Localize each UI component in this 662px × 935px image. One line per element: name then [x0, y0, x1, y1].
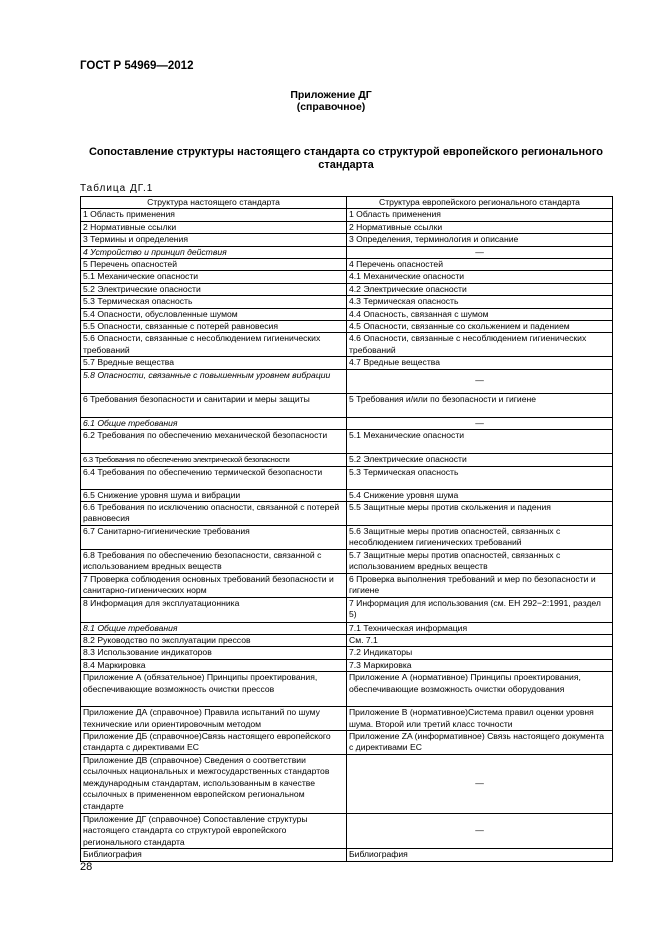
national-structure-cell: 5.5 Опасности, связанные с потерей равновесия	[81, 321, 347, 333]
document-title: Сопоставление структуры настоящего стандарта со структурой европейского регионального стандарта	[88, 146, 604, 171]
national-structure-cell: 5.7 Вредные вещества	[81, 357, 347, 369]
table-row	[81, 659, 613, 671]
national-structure-cell: 5.4 Опасности, обусловленные шумом	[81, 308, 347, 320]
national-structure-cell: Библиография	[81, 849, 347, 861]
european-structure-cell: 5 Требования и/или по безопасности и гигиене	[347, 393, 613, 417]
table-row	[81, 308, 613, 320]
table-row	[81, 707, 613, 731]
european-structure-cell: 5.7 Защитные меры против опасностей, связанных с использованием вредных веществ	[347, 549, 613, 573]
national-structure-cell: 8 Информация для эксплуатационника	[81, 597, 347, 622]
table-row	[81, 634, 613, 646]
national-structure-cell: 8.4 Маркировка	[81, 659, 347, 671]
european-structure-cell: 5.1 Механические опасности	[347, 430, 613, 454]
table-row	[81, 754, 613, 813]
table-row	[81, 573, 613, 597]
appendix-subtitle: (справочное)	[296, 101, 366, 113]
european-structure-cell: 4.4 Опасность, связанная с шумом	[347, 308, 613, 320]
table-row	[81, 647, 613, 659]
table-row	[81, 489, 613, 501]
european-structure-cell: 1 Область применения	[347, 209, 613, 221]
table-row	[81, 283, 613, 295]
national-structure-cell: 6.7 Санитарно-гигиенические требования	[81, 525, 347, 549]
european-structure-cell: —	[347, 369, 613, 393]
european-structure-cell: Приложение А (нормативное) Принципы проектирования, обеспечивающие возможность очистки оборудования	[347, 672, 613, 707]
european-structure-cell: 4.6 Опасности, связанные с несоблюдением гигиенических требований	[347, 333, 613, 357]
european-structure-cell: Приложение В (нормативное)Система правил оценки уровня шума. Второй или третий класс точности	[347, 707, 613, 731]
national-structure-cell: 7 Проверка соблюдения основных требований безопасности и санитарно-гигиенических норм	[81, 573, 347, 597]
national-structure-cell: 6.1 Общие требования	[81, 417, 347, 429]
european-structure-cell: 6 Проверка выполнения требований и мер по безопасности и гигиене	[347, 573, 613, 597]
national-structure-cell: 5.1 Механические опасности	[81, 271, 347, 283]
appendix-heading	[0, 89, 662, 113]
table-row	[81, 430, 613, 454]
national-structure-cell: 6.4 Требования по обеспечению термической безопасности	[81, 466, 347, 489]
national-structure-cell: Приложение ДВ (справочное) Сведения о соответствии ссылочных национальных и межгосударственных стандартов международным стандартам, использованным в качестве ссылочных в примененном европейском региональном стандарте	[81, 754, 347, 813]
national-structure-cell: 6.2 Требования по обеспечению механической безопасности	[81, 430, 347, 454]
table-row	[81, 271, 613, 283]
european-structure-cell: См. 7.1	[347, 634, 613, 646]
table-row	[81, 466, 613, 489]
national-structure-cell: 6.8 Требования по обеспечению безопасности, связанной с использованием вредных веществ	[81, 549, 347, 573]
table-row	[81, 393, 613, 417]
document-header: ГОСТ Р 54969—2012	[80, 60, 194, 72]
table-row	[81, 849, 613, 861]
table-row	[81, 417, 613, 429]
national-structure-cell: 5.3 Термическая опасность	[81, 296, 347, 308]
appendix-title: Приложение ДГ	[290, 89, 372, 101]
table-row	[81, 454, 613, 466]
table-row	[81, 246, 613, 258]
national-structure-cell: 6.3 Требования по обеспечению электрической безопасности	[81, 454, 347, 466]
national-structure-cell: 8.2 Руководство по эксплуатации прессов	[81, 634, 347, 646]
european-structure-cell: 4.1 Механические опасности	[347, 271, 613, 283]
table-row	[81, 501, 613, 525]
european-structure-cell: 4 Перечень опасностей	[347, 259, 613, 271]
table-row	[81, 221, 613, 233]
national-structure-cell: 8.1 Общие требования	[81, 622, 347, 634]
table-row	[81, 333, 613, 357]
column-header-national: Структура настоящего стандарта	[81, 197, 347, 209]
page-number: 28	[80, 861, 93, 873]
european-structure-cell: 7.2 Индикаторы	[347, 647, 613, 659]
table-row	[81, 259, 613, 271]
national-structure-cell: 1 Область применения	[81, 209, 347, 221]
european-structure-cell: —	[347, 246, 613, 258]
national-structure-cell: 5.2 Электрические опасности	[81, 283, 347, 295]
national-structure-cell: 4 Устройство и принцип действия	[81, 246, 347, 258]
european-structure-cell: 5.2 Электрические опасности	[347, 454, 613, 466]
national-structure-cell: 3 Термины и определения	[81, 234, 347, 246]
national-structure-cell: 6 Требования безопасности и санитарии и меры защиты	[81, 393, 347, 417]
table-row	[81, 549, 613, 573]
national-structure-cell: Приложение А (обязательное) Принципы проектирования, обеспечивающие возможность очистки прессов	[81, 672, 347, 707]
european-structure-cell: Приложение ZA (информативное) Связь настоящего документа с директивами ЕС	[347, 730, 613, 754]
table-row	[81, 209, 613, 221]
european-structure-cell: —	[347, 754, 613, 813]
european-structure-cell: 4.5 Опасности, связанные со скольжением и падением	[347, 321, 613, 333]
table-row	[81, 525, 613, 549]
national-structure-cell: 5.8 Опасности, связанные с повышенным уровнем вибрации	[81, 369, 347, 393]
table-row	[81, 597, 613, 622]
european-structure-cell: Библиография	[347, 849, 613, 861]
table-row	[81, 369, 613, 393]
national-structure-cell: 8.3 Использование индикаторов	[81, 647, 347, 659]
table-row	[81, 357, 613, 369]
national-structure-cell: 5.6 Опасности, связанные с несоблюдением гигиенических требований	[81, 333, 347, 357]
european-structure-cell: 7.1 Техническая информация	[347, 622, 613, 634]
table-caption: Таблица ДГ.1	[80, 183, 154, 194]
national-structure-cell: Приложение ДГ (справочное) Сопоставление структуры настоящего стандарта со структурой европейского регионального стандарта	[81, 813, 347, 848]
european-structure-cell: 4.7 Вредные вещества	[347, 357, 613, 369]
european-structure-cell: 5.4 Снижение уровня шума	[347, 489, 613, 501]
table-header-row	[81, 197, 613, 209]
national-structure-cell: Приложение ДА (справочное) Правила испытаний по шуму технические или ориентировочным методом	[81, 707, 347, 731]
european-structure-cell: 5.5 Защитные меры против скольжения и падения	[347, 501, 613, 525]
national-structure-cell: 6.6 Требования по исключению опасности, связанной с потерей равновесия	[81, 501, 347, 525]
table-row	[81, 234, 613, 246]
table-row	[81, 622, 613, 634]
european-structure-cell: 4.3 Термическая опасность	[347, 296, 613, 308]
european-structure-cell: —	[347, 417, 613, 429]
european-structure-cell: 5.3 Термическая опасность	[347, 466, 613, 489]
european-structure-cell: 2 Нормативные ссылки	[347, 221, 613, 233]
comparison-table	[80, 196, 613, 862]
european-structure-cell: 3 Определения, терминология и описание	[347, 234, 613, 246]
national-structure-cell: 5 Перечень опасностей	[81, 259, 347, 271]
european-structure-cell: —	[347, 813, 613, 848]
table-row	[81, 730, 613, 754]
national-structure-cell: 6.5 Снижение уровня шума и вибрации	[81, 489, 347, 501]
european-structure-cell: 7 Информация для использования (см. ЕН 292−2:1991, раздел 5)	[347, 597, 613, 622]
national-structure-cell: Приложение ДБ (справочное)Связь настоящего европейского стандарта с директивами ЕС	[81, 730, 347, 754]
european-structure-cell: 7.3 Маркировка	[347, 659, 613, 671]
european-structure-cell: 5.6 Защитные меры против опасностей, связанных с несоблюдением гигиенических требований	[347, 525, 613, 549]
column-header-european: Структура европейского регионального стандарта	[347, 197, 613, 209]
european-structure-cell: 4.2 Электрические опасности	[347, 283, 613, 295]
table-row	[81, 813, 613, 848]
national-structure-cell: 2 Нормативные ссылки	[81, 221, 347, 233]
table-row	[81, 321, 613, 333]
table-row	[81, 672, 613, 707]
table-row	[81, 296, 613, 308]
table-body	[81, 209, 613, 861]
